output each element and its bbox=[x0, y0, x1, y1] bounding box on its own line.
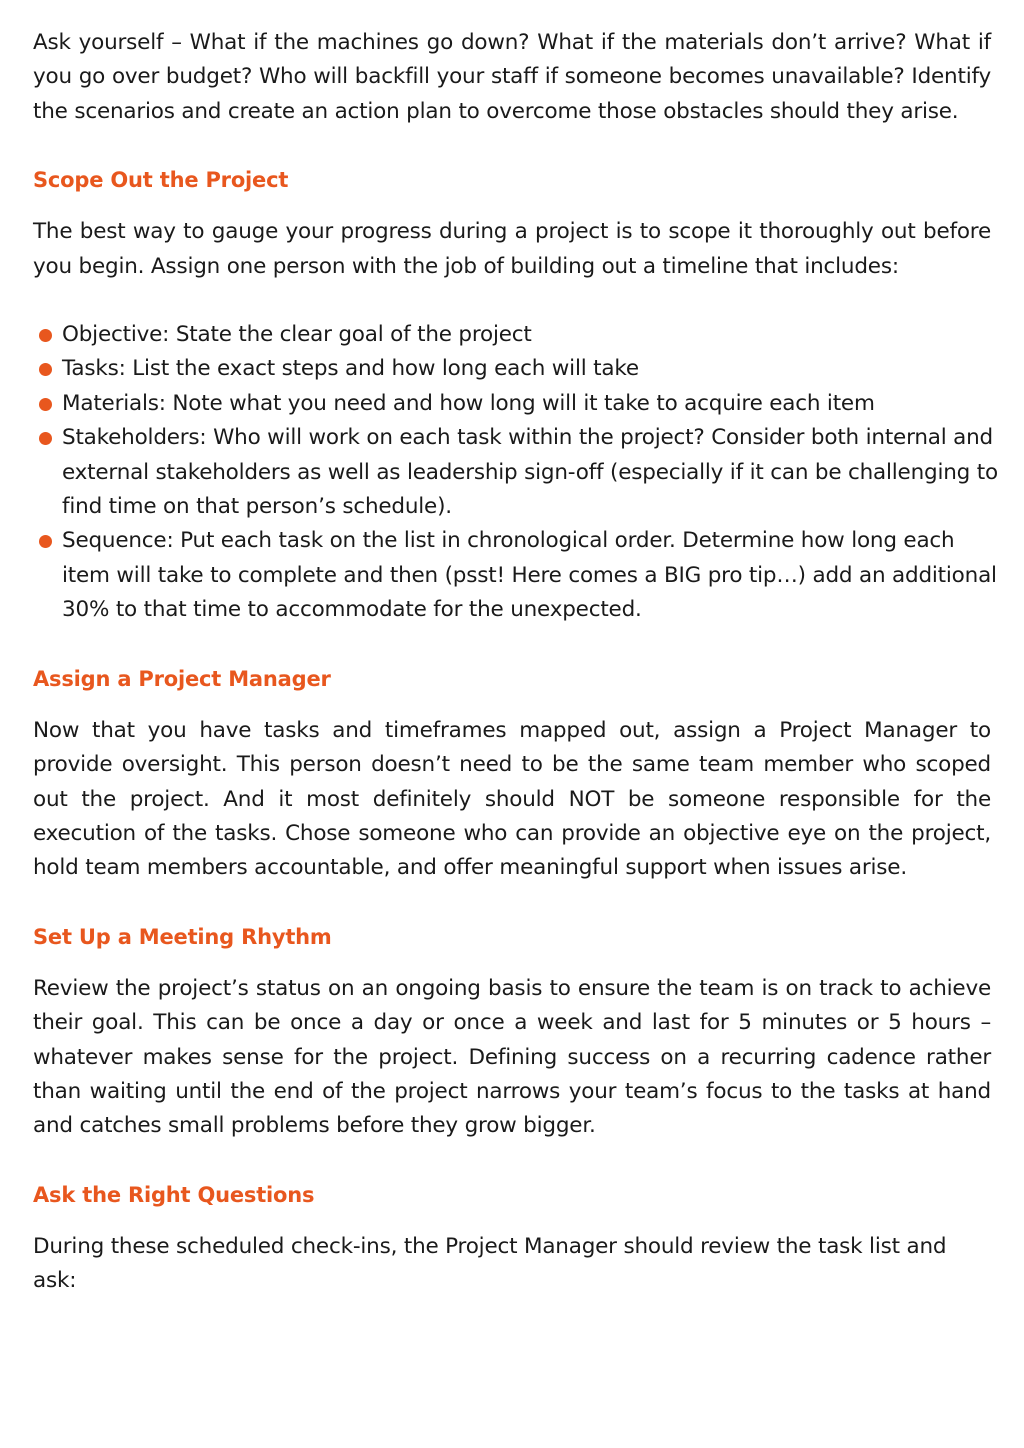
list-item-text: Tasks: List the exact steps and how long each will take bbox=[62, 356, 639, 382]
right-questions-paragraph: During these scheduled check-ins, the Project Manager should review the task list and ask: bbox=[33, 1233, 947, 1294]
heading-scope-out-project: Scope Out the Project bbox=[33, 168, 289, 193]
heading-meeting-rhythm: Set Up a Meeting Rhythm bbox=[33, 924, 332, 949]
bullet-dot-icon bbox=[39, 363, 52, 376]
timeline-bullet-list bbox=[33, 318, 998, 628]
heading-assign-project-manager: Assign a Project Manager bbox=[33, 666, 331, 691]
project-manager-paragraph: Now that you have tasks and timeframes mapped out, assign a Project Manager to provide oversight. This person doesn’t need to be the same team member who scoped out the project. And it most definitely should NOT be someone responsible for the execution of the tasks. Chose someone who can provide an objective eye on the project, hold team members accountable, and offer meaningful support when issues arise. bbox=[33, 717, 991, 881]
spacer bbox=[33, 129, 991, 163]
spacer bbox=[33, 886, 991, 920]
list-item bbox=[33, 421, 1007, 524]
spacer bbox=[33, 197, 991, 215]
scope-paragraph: The best way to gauge your progress during a project is to scope it thoroughly out before you begin. Assign one person with the job of building out a timeline that includes: bbox=[33, 219, 991, 279]
spacer bbox=[33, 628, 991, 662]
list-item-text: Stakeholders: Who will work on each task within the project? Consider both internal and external stakeholders as well as leadership sign-off (especially if it can be challenging to find time on that person’s schedule). bbox=[62, 425, 998, 520]
heading-right-questions: Ask the Right Questions bbox=[33, 1182, 315, 1207]
bullet-dot-icon bbox=[39, 432, 52, 445]
bullet-dot-icon bbox=[39, 398, 52, 411]
list-item bbox=[33, 318, 1007, 352]
meeting-rhythm-paragraph: Review the project’s status on an ongoing basis to ensure the team is on track to achieve their goal. This can be once a day or once a week and last for 5 minutes or 5 hours – whatever makes sense for the project. Defining success on a recurring cadence rather than waiting until the end of the project narrows your team’s focus to the tasks at hand and catches small problems before they grow bigger. bbox=[33, 975, 991, 1139]
list-item bbox=[33, 387, 1007, 421]
bullet-dot-icon bbox=[39, 329, 52, 342]
list-item bbox=[33, 524, 1007, 627]
list-item-text: Objective: State the clear goal of the project bbox=[62, 322, 532, 348]
spacer bbox=[33, 696, 991, 714]
bullet-dot-icon bbox=[39, 535, 52, 548]
spacer bbox=[33, 284, 991, 318]
spacer bbox=[33, 954, 991, 972]
list-item-text: Sequence: Put each task on the list in chronological order. Determine how long each item will take to complete and then (psst! Here comes a BIG pro tip…) add an additional 30% to that time to accommodate for the unexpected. bbox=[62, 528, 997, 623]
list-item-text: Materials: Note what you need and how long will it take to acquire each item bbox=[62, 390, 875, 416]
spacer bbox=[33, 1144, 991, 1178]
spacer bbox=[33, 1212, 991, 1230]
list-item bbox=[33, 352, 1007, 386]
intro-paragraph: Ask yourself – What if the machines go down? What if the materials don’t arrive? What if you go over budget? Who will backfill your staff if someone becomes unavailable? Identify the scenarios and create an action plan to overcome those obstacles should they arise. bbox=[33, 30, 991, 124]
